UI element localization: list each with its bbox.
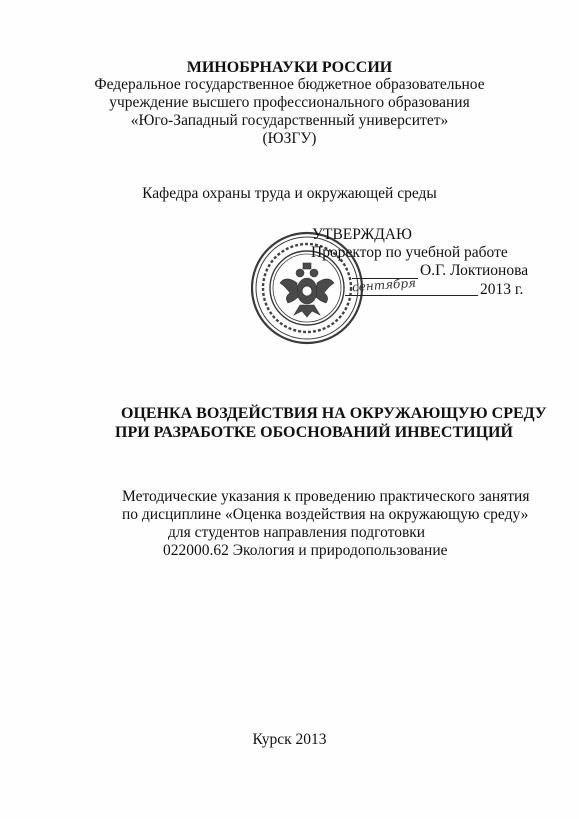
- organization-line-3: «Юго-Западный государственный университет»: [130, 112, 449, 129]
- document-title-line-1: ОЦЕНКА ВОЗДЕЙСТВИЯ НА ОКРУЖАЮЩУЮ СРЕДУ: [121, 405, 547, 422]
- handwritten-date: сентября: [351, 275, 417, 295]
- organization-abbreviation: (ЮЗГУ): [262, 130, 317, 147]
- approval-year: 2013 г.: [480, 281, 524, 298]
- organization-line-1: Федеральное государственное бюджетное образовательное: [94, 76, 485, 93]
- document-title-line-2: ПРИ РАЗРАБОТКЕ ОБОСНОВАНИЙ ИНВЕСТИЦИЙ: [115, 424, 513, 441]
- organization-line-2: учреждение высшего профессионального образования: [109, 94, 470, 111]
- approver-name: О.Г. Локтионова: [420, 262, 529, 279]
- description-line-1: Методические указания к проведению практического занятия: [122, 488, 530, 505]
- description-line-3: для студентов направления подготовки: [168, 524, 426, 541]
- approval-title: УТВЕРЖДАЮ: [312, 226, 412, 243]
- date-line: [345, 295, 478, 296]
- ministry-heading: МИНОБРНАУКИ РОССИИ: [186, 59, 393, 76]
- approver-position: Проректор по учебной работе: [311, 244, 508, 261]
- department-name: Кафедра охраны труда и окружающей среды: [142, 185, 437, 202]
- description-line-4: 022000.62 Экология и природопользование: [163, 542, 448, 559]
- city-year: Курск 2013: [252, 731, 327, 748]
- description-line-2: по дисциплине «Оценка воздействия на окружающую среду»: [122, 506, 529, 523]
